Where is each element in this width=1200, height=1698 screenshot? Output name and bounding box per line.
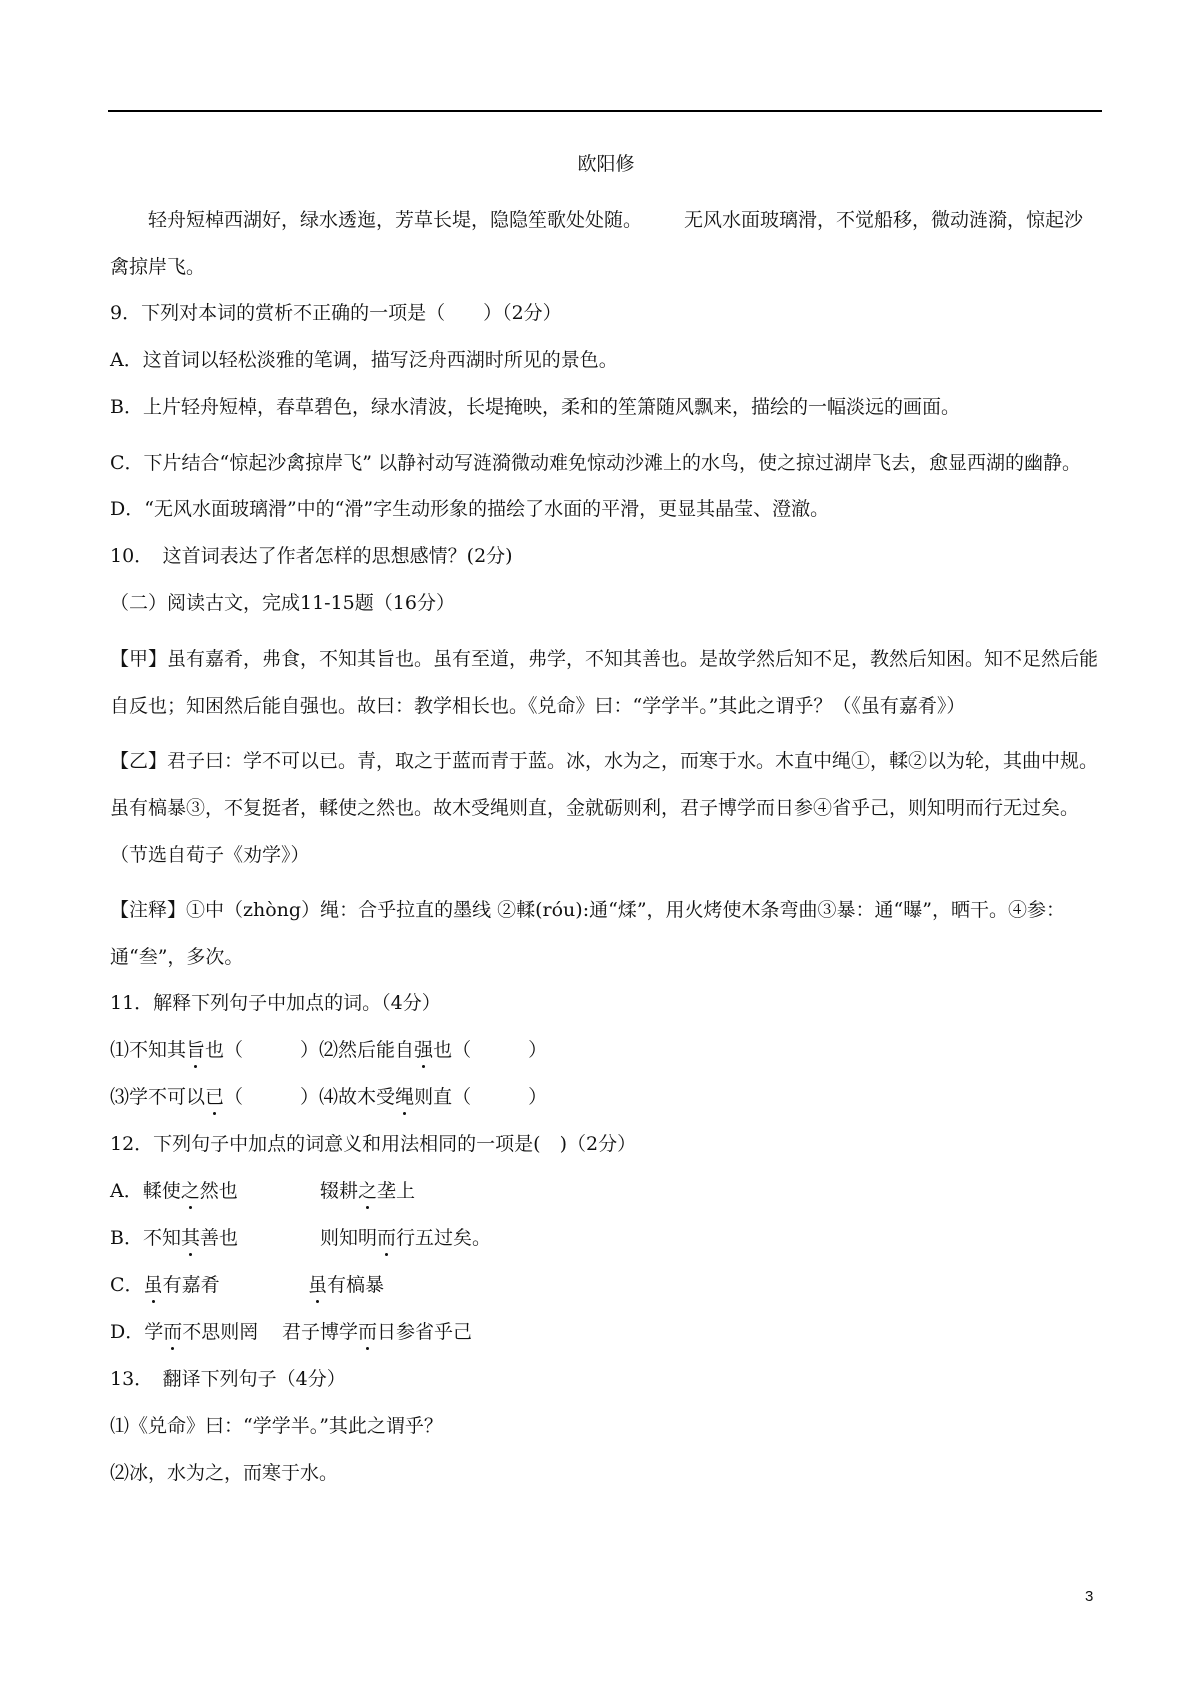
passage-yi: 【乙】君子曰：学不可以已。青，取之于蓝而青于蓝。冰，水为之，而寒于水。木直中绳①，輮②以为轮，其曲中规。虽有槁暴③，不复挺者，輮使之然也。故木受绳则直，金就砺则利，君子博学而日参④省乎己，则知明而行无过矣。（节选自荀子《劝学》）: [110, 750, 1099, 866]
q11-item-4: ⑷故木受绳则直（ ）: [319, 1086, 548, 1108]
emphasis-dot-char: 虽: [308, 1274, 328, 1296]
q12-option-d: [110, 1318, 1102, 1346]
emphasis-dot-char: 而: [163, 1321, 183, 1343]
q10-stem: 10． 这首词表达了作者怎样的思想感情？(2分): [110, 545, 513, 567]
q12-a-right: 辍耕之垄上: [320, 1180, 416, 1202]
section-2-heading: （二）阅读古文，完成11-15题（16分）: [110, 592, 455, 614]
q11-stem: 11．解释下列句子中加点的词。（4分）: [110, 992, 441, 1014]
q11-row-2: [110, 1083, 1102, 1111]
q9-option-d: D．“无风水面玻璃滑”中的“滑”字生动形象的描绘了水面的平滑，更显其晶莹、澄澈。: [110, 498, 830, 520]
emphasis-dot-char: 其: [180, 1227, 200, 1249]
q13-stem: 13． 翻译下列句子（4分）: [110, 1368, 346, 1390]
q13-item-1: ⑴《兑命》曰：“学学半。”其此之谓乎？: [110, 1415, 443, 1437]
q12-b-left: B．不知其善也: [110, 1227, 238, 1249]
emphasis-dot-char: 虽: [143, 1274, 163, 1296]
q9-option-c: C．下片结合“惊起沙禽掠岸飞” 以静衬动写涟漪微动难免惊动沙滩上的水鸟，使之掠过湖岸飞去，愈显西湖的幽静。: [110, 452, 1082, 474]
poem-line-2: 无风水面玻璃滑，不觉船移，微动涟漪，惊起沙禽掠岸飞。: [110, 209, 1084, 278]
poem-text: [110, 197, 1102, 291]
q12-option-b: [110, 1224, 1102, 1252]
q9-option-a: A．这首词以轻松淡雅的笔调，描写泛舟西湖时所见的景色。: [110, 349, 618, 371]
poem-author: 欧阳修: [577, 153, 635, 175]
passage-jia: 【甲】虽有嘉肴，弗食，不知其旨也。虽有至道，弗学，不知其善也。是故学然后知不足，教然后知困。知不足然后能自反也；知困然后能自强也。故曰：教学相长也。《兑命》曰：“学学半。”其此之谓乎？（《虽有嘉肴》）: [110, 648, 1099, 717]
emphasis-dot-char: 而: [377, 1227, 397, 1249]
q11-row-1: [110, 1036, 1102, 1064]
q12-b-right: 则知明而行五过矣。: [320, 1227, 492, 1249]
q13-item-2: ⑵冰，水为之，而寒于水。: [110, 1462, 339, 1484]
q11-item-2: ⑵然后能自强也（ ）: [319, 1039, 548, 1061]
passage-notes: 【注释】①中（zhòng）绳：合乎拉直的墨线 ②輮(róu):通“煣”，用火烤使木条弯曲③暴：通“曝”，晒干。④参：通“叁”，多次。: [110, 899, 1065, 968]
emphasis-dot-char: 之: [358, 1180, 378, 1202]
poem-line-1: 轻舟短棹西湖好，绿水透迤，芳草长堤，隐隐笙歌处处随。: [148, 209, 643, 231]
q12-d-right: 君子博学而日参省乎己: [282, 1321, 473, 1343]
q12-option-c: [110, 1271, 1102, 1299]
emphasis-dot-char: 而: [358, 1321, 378, 1343]
q12-stem: 12．下列句子中加点的词意义和用法相同的一项是( )（2分）: [110, 1133, 637, 1155]
emphasis-dot-char: 已: [205, 1086, 225, 1108]
header-rule: [108, 110, 1102, 112]
emphasis-dot-char: 旨: [186, 1039, 206, 1061]
q12-option-a: [110, 1177, 1102, 1205]
q11-item-3: ⑶学不可以已（ ）: [110, 1086, 320, 1108]
emphasis-dot-char: 之: [180, 1180, 200, 1202]
q9-stem: 9．下列对本词的赏析不正确的一项是（ ）（2分）: [110, 302, 562, 324]
q12-d-left: D．学而不思则罔: [110, 1321, 259, 1343]
q9-option-b: B．上片轻舟短棹，春草碧色，绿水清波，长堤掩映，柔和的笙箫随风飘来，描绘的一幅淡远的画面。: [110, 396, 960, 418]
emphasis-dot-char: 强: [414, 1039, 434, 1061]
q11-item-1: ⑴不知其旨也（ ）: [110, 1039, 320, 1061]
page-number: 3: [1085, 1588, 1094, 1605]
q12-a-left: A．輮使之然也: [110, 1180, 238, 1202]
q12-c-left: C．虽有嘉肴: [110, 1274, 220, 1296]
emphasis-dot-char: 绳: [395, 1086, 415, 1108]
document-body: [110, 150, 1102, 1506]
q12-c-right: 虽有槁暴: [308, 1274, 385, 1296]
